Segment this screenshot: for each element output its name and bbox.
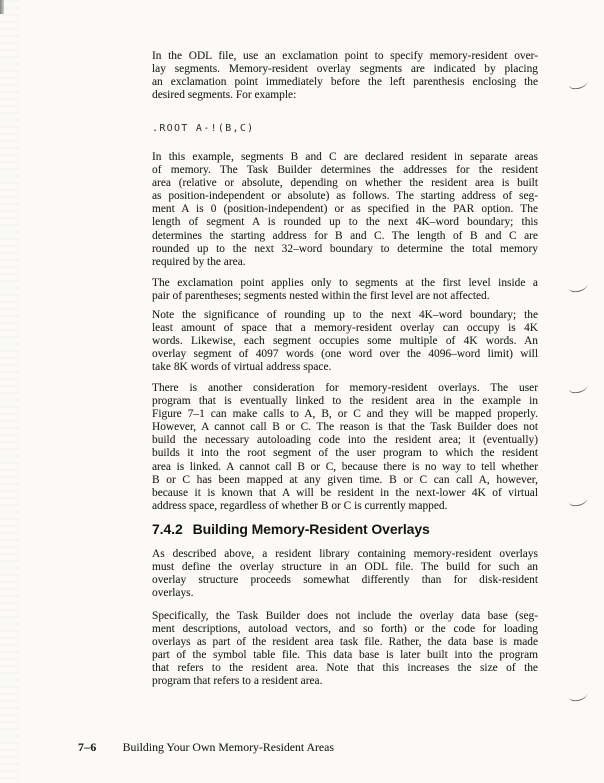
para-specifically bbox=[152, 610, 538, 689]
text-line: In the ODL file, use an exclamation point to specify memory-resident over- bbox=[152, 50, 538, 62]
scan-corner-mark bbox=[0, 0, 4, 14]
text-line: overlay segment of 4097 words (one word over the 4096–word limit) will bbox=[152, 348, 538, 361]
text-line: pair of parentheses; segments nested within the first level are not affected. bbox=[152, 290, 490, 303]
text-line: length of segment A is rounded up to the next 4K–word boundary; this bbox=[152, 216, 538, 229]
text-line: words. Likewise, each segment occupies some multiple of 4K words. An bbox=[152, 335, 538, 348]
heading-number: 7.4.2 bbox=[152, 521, 183, 537]
text-line: that refers to the resident area. Note that this increases the size of the bbox=[152, 662, 538, 675]
text-line: an exclamation point immediately before the left parenthesis enclosing the bbox=[152, 76, 538, 89]
margin-mark bbox=[569, 80, 589, 90]
text-line: build the necessary autoloading code into the resident area; it (eventually) bbox=[152, 434, 538, 447]
text-line: In this example, segments B and C are declared resident in separate areas bbox=[152, 151, 538, 163]
code-root-directive: .ROOT A-!(B,C) bbox=[152, 123, 255, 134]
text-line: The exclamation point applies only to segments at the first level inside a bbox=[152, 277, 538, 289]
heading-742 bbox=[152, 522, 552, 537]
text-line: least amount of space that a memory-resident overlay can occupy is 4K bbox=[152, 322, 538, 335]
text-line: determines the starting address for B and C. The length of B and C are bbox=[152, 229, 538, 242]
text-line: required by the area. bbox=[152, 255, 246, 268]
text-line: lay segments. Memory-resident overlay segments are indicated by placing bbox=[152, 63, 538, 76]
text-line: builds it into the root segment of the user program to which the resident bbox=[152, 447, 538, 460]
text-line: B or C has been mapped at any given time. B or C can call A, however, bbox=[152, 473, 538, 486]
text-line: take 8K words of virtual address space. bbox=[152, 361, 332, 374]
text-line: ment descriptions, autoload vectors, and so forth) or the code for loading bbox=[152, 623, 538, 636]
text-line: overlays as part of the resident area task file. Rather, the data base is made bbox=[152, 636, 538, 649]
footer-section-title: Building Your Own Memory-Resident Areas bbox=[122, 740, 334, 754]
footer-page-number: 7–6 bbox=[78, 740, 97, 754]
text-line: area (relative or absolute, depending on whether the resident area is built bbox=[152, 177, 538, 190]
text-line: area is linked. A cannot call B or C, because there is no way to tell whether bbox=[152, 460, 538, 473]
para-another-consideration bbox=[152, 382, 538, 513]
text-line: address space, regardless of whether B or C is currently mapped. bbox=[152, 499, 448, 512]
text-line: As described above, a resident library containing memory-resident overlays bbox=[152, 548, 538, 560]
para-exclamation-scope bbox=[152, 277, 538, 303]
text-line: because it is known that A will be resident in the next-lower 4K of virtual bbox=[152, 486, 538, 499]
text-line: part of the symbol table file. This data base is later built into the program bbox=[152, 649, 538, 662]
margin-mark bbox=[569, 283, 589, 293]
text-line: desired segments. For example: bbox=[152, 89, 297, 102]
text-line: There is another consideration for memory-resident overlays. The user bbox=[152, 382, 538, 394]
text-line: rounded up to the next 32–word boundary to determine the total memory bbox=[152, 242, 538, 255]
text-line: Specifically, the Task Builder does not include the overlay data base (seg- bbox=[152, 610, 538, 622]
text-line: overlay structure proceeds somewhat differently than for disk-resident bbox=[152, 574, 538, 587]
text-line: program that is eventually linked to the resident area in the example in bbox=[152, 395, 538, 408]
text-column bbox=[152, 0, 538, 783]
text-line: Note the significance of rounding up to the next 4K–word boundary; the bbox=[152, 309, 538, 321]
text-line: Figure 7–1 can make calls to A, B, or C and they will be mapped properly. bbox=[152, 408, 538, 421]
text-line: of memory. The Task Builder determines the addresses for the resident bbox=[152, 164, 538, 177]
margin-mark bbox=[569, 497, 589, 507]
text-line: However, A cannot call B or C. The reason is that the Task Builder does not bbox=[152, 421, 538, 434]
para-example-explanation bbox=[152, 151, 538, 269]
margin-mark bbox=[569, 384, 589, 394]
text-line: ment A is 0 (position-independent) or as specified in the PAR option. The bbox=[152, 203, 538, 216]
para-odl-intro bbox=[152, 50, 538, 102]
text-line: overlays. bbox=[152, 587, 194, 600]
para-rounding-note bbox=[152, 309, 538, 374]
para-as-described bbox=[152, 548, 538, 600]
text-line: must define the overlay structure in an ODL file. The build for such an bbox=[152, 561, 538, 574]
text-line: program that refers to a resident area. bbox=[152, 675, 323, 688]
text-line: as position-independent or absolute) as follows. The starting address of seg- bbox=[152, 190, 538, 203]
page-footer bbox=[78, 740, 334, 755]
margin-mark bbox=[569, 692, 589, 702]
scan-edge-noise bbox=[0, 0, 20, 783]
heading-title: Building Memory-Resident Overlays bbox=[192, 521, 430, 537]
